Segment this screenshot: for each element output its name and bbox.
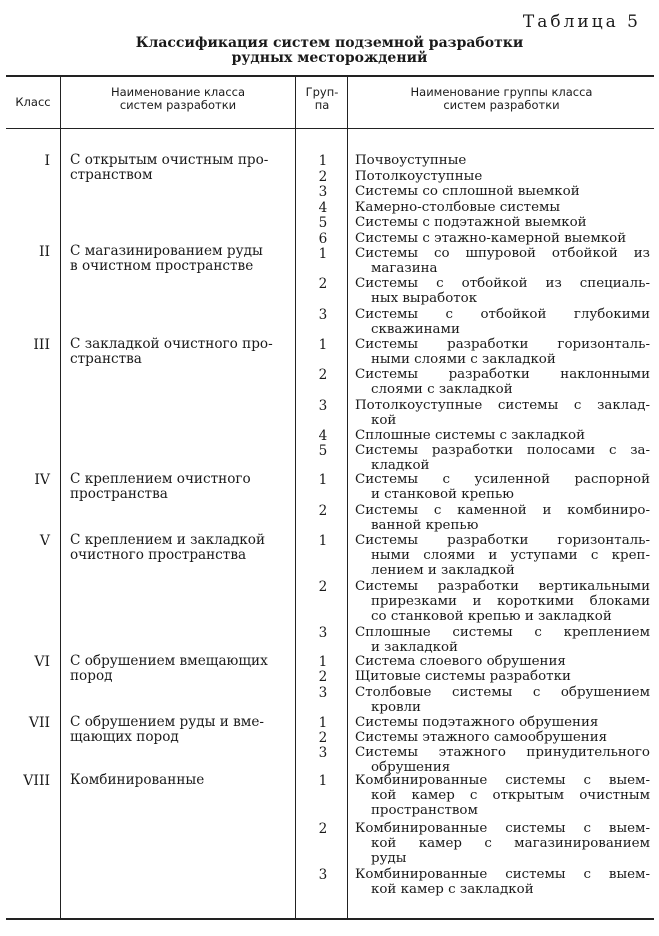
group-name <box>355 503 650 533</box>
group-name-line: кладкой <box>371 458 430 474</box>
header-class-name <box>62 86 294 112</box>
group-name <box>355 867 650 897</box>
column-divider-group <box>347 77 348 918</box>
group-name <box>355 169 650 184</box>
group-number: 2 <box>318 276 328 292</box>
group-name <box>355 276 650 306</box>
group-name-line: Системы с каменной и комбиниро- <box>355 503 650 518</box>
group-name <box>355 443 650 473</box>
group-name-line: Системы разработки горизонталь- <box>355 337 650 352</box>
group-name <box>355 200 650 215</box>
group-number: 2 <box>318 367 328 383</box>
header-group-name-line1: Наименование группы класса <box>410 85 593 99</box>
group-name-line: обрушения <box>371 760 451 776</box>
group-number: 5 <box>318 215 328 231</box>
header-class-name-line1: Наименование класса <box>110 85 246 99</box>
class-numeral: III <box>33 337 50 353</box>
group-name-line: Потолкоуступные <box>355 169 483 184</box>
group-name <box>355 773 650 819</box>
top-rule <box>6 75 654 77</box>
header-group-line2: па <box>314 98 330 112</box>
column-divider-class <box>60 77 61 918</box>
group-name-line: со станковой крепью и закладкой <box>371 609 612 625</box>
header-group-name-line2: систем разработки <box>443 98 560 112</box>
class-name-line: С обрушением руды и вме- <box>70 714 264 730</box>
group-number: 1 <box>318 246 328 262</box>
group-name-line: Комбинированные системы с выем- <box>355 867 650 882</box>
group-number: 2 <box>318 579 328 595</box>
class-name-line: щающих пород <box>70 729 179 746</box>
group-name-line: ными слоями и уступами с креп- <box>371 548 650 564</box>
class-name-line: странства <box>70 351 142 368</box>
group-name-line: Сплошные системы с креплением <box>355 625 650 640</box>
group-name-line: Системы с подэтажной выемкой <box>355 215 587 230</box>
class-name-line: С обрушением вмещающих <box>70 653 268 669</box>
table-title-line2: рудных месторождений <box>231 50 428 66</box>
group-name-line: ванной крепью <box>371 518 479 534</box>
group-name-line: Системы с отбойкой глубокими <box>355 307 650 322</box>
group-name <box>355 745 650 775</box>
group-name <box>355 215 650 230</box>
group-number: 2 <box>318 669 328 685</box>
group-name-line: Системы разработки горизонталь- <box>355 533 650 548</box>
class-name-line: С открытым очистным про- <box>70 152 269 168</box>
group-number: 3 <box>318 184 328 200</box>
table-title-line1: Классификация систем подземной разработки <box>135 35 524 51</box>
class-numeral: VI <box>34 654 50 670</box>
group-number: 1 <box>318 472 328 488</box>
class-numeral: II <box>38 244 50 260</box>
group-number: 3 <box>318 398 328 414</box>
group-number: 2 <box>318 503 328 519</box>
class-numeral: VII <box>28 715 50 731</box>
group-name-line: скважинами <box>371 322 460 338</box>
class-name <box>70 153 290 184</box>
group-name <box>355 821 650 867</box>
class-name <box>70 244 290 275</box>
group-name <box>355 398 650 428</box>
class-name-line: С магазинированием руды <box>70 243 263 259</box>
group-name-line: кой камер с закладкой <box>371 882 534 898</box>
class-name <box>70 773 290 788</box>
class-name-line: в очистном пространстве <box>70 258 254 275</box>
group-number: 1 <box>318 533 328 549</box>
group-number: 5 <box>318 443 328 459</box>
class-name-line: очистного пространства <box>70 547 247 564</box>
group-name <box>355 472 650 502</box>
group-name-line: Комбинированные системы с выем- <box>355 773 650 788</box>
class-name <box>70 654 290 685</box>
class-numeral: V <box>39 533 50 549</box>
group-number: 2 <box>318 821 328 837</box>
class-name <box>70 337 290 368</box>
group-number: 1 <box>318 773 328 789</box>
group-name-line: лением и закладкой <box>371 563 515 579</box>
group-number: 4 <box>318 200 328 216</box>
group-name <box>355 579 650 625</box>
group-name <box>355 367 650 397</box>
group-name-line: и станковой крепью <box>371 487 514 503</box>
header-group-line1: Груп- <box>305 85 339 99</box>
group-name-line: кой камер с открытым очистным <box>371 788 650 804</box>
class-numeral: IV <box>34 472 50 488</box>
table-number: Таблица 5 <box>522 12 641 32</box>
group-name-line: руды <box>371 851 407 867</box>
header-rule <box>6 128 654 129</box>
class-name-line: С креплением очистного <box>70 471 251 487</box>
group-number: 4 <box>318 428 328 444</box>
group-name-line: Системы этажного самообрушения <box>355 730 608 745</box>
group-name <box>355 231 650 246</box>
group-name <box>355 153 650 168</box>
group-number: 1 <box>318 654 328 670</box>
group-name-line: Потолкоуступные системы с заклад- <box>355 398 650 413</box>
group-name-line: Системы с усиленной распорной <box>355 472 650 487</box>
group-name <box>355 184 650 199</box>
group-number: 6 <box>318 231 328 247</box>
group-name-line: Системы этажного принудительного <box>355 745 650 760</box>
group-name <box>355 337 650 367</box>
class-name-line: странством <box>70 167 153 184</box>
group-name <box>355 730 650 745</box>
group-number: 3 <box>318 625 328 641</box>
group-name-line: магазина <box>371 261 438 277</box>
group-name-line: Сплошные системы с закладкой <box>355 428 586 443</box>
group-number: 1 <box>318 715 328 731</box>
group-name-line: Системы разработки наклонными <box>355 367 650 382</box>
group-name-line: кровли <box>371 700 421 716</box>
group-name-line: и закладкой <box>371 640 458 656</box>
group-name-line: Столбовые системы с обрушением <box>355 685 650 700</box>
group-name-line: кой <box>371 413 397 429</box>
class-name <box>70 472 290 503</box>
group-number: 3 <box>318 307 328 323</box>
group-name-line: ными слоями с закладкой <box>371 352 556 368</box>
group-name-line: ных выработок <box>371 291 478 307</box>
group-name-line: Системы со сплошной выемкой <box>355 184 580 199</box>
group-number: 2 <box>318 730 328 746</box>
group-number: 1 <box>318 153 328 169</box>
group-name-line: Системы со шпуровой отбойкой из <box>355 246 650 261</box>
group-number: 2 <box>318 169 328 185</box>
group-name <box>355 246 650 276</box>
class-name <box>70 533 290 564</box>
class-numeral: VIII <box>23 773 50 789</box>
group-number: 3 <box>318 745 328 761</box>
class-name <box>70 715 290 746</box>
group-name-line: Системы с отбойкой из специаль- <box>355 276 650 291</box>
class-name-line: пространства <box>70 486 168 503</box>
group-name-line: Щитовые системы разработки <box>355 669 571 684</box>
group-number: 3 <box>318 685 328 701</box>
group-name-line: Система слоевого обрушения <box>355 654 566 669</box>
group-name-line: Камерно-столбовые системы <box>355 200 561 215</box>
group-name-line: кой камер с магазинированием <box>371 836 650 852</box>
group-number: 1 <box>318 337 328 353</box>
group-name-line: Системы с этажно-камерной выемкой <box>355 231 627 246</box>
group-name-line: Системы подэтажного обрушения <box>355 715 599 730</box>
group-number: 3 <box>318 867 328 883</box>
bottom-rule <box>6 918 654 920</box>
header-class: Класс <box>15 95 51 109</box>
column-divider-classname <box>295 77 296 918</box>
class-name-line: Комбинированные <box>70 772 205 788</box>
class-name-line: С креплением и закладкой <box>70 532 266 548</box>
group-name-line: слоями с закладкой <box>371 382 513 398</box>
group-name <box>355 685 650 715</box>
group-name <box>355 428 650 443</box>
group-name <box>355 533 650 579</box>
header-group <box>297 86 347 112</box>
group-name <box>355 654 650 669</box>
group-name-line: Системы разработки вертикальными <box>355 579 650 594</box>
group-name-line: Почвоуступные <box>355 153 467 168</box>
class-name-line: пород <box>70 668 113 685</box>
group-name <box>355 307 650 337</box>
group-name-line: прирезками и короткими блоками <box>371 594 650 610</box>
group-name <box>355 715 650 730</box>
header-class-name-line2: систем разработки <box>119 98 237 112</box>
group-name <box>355 669 650 684</box>
header-group-name <box>349 86 654 112</box>
class-numeral: I <box>44 153 50 169</box>
group-name-line: пространством <box>371 803 478 819</box>
class-name-line: С закладкой очистного про- <box>70 336 273 352</box>
group-name <box>355 625 650 655</box>
group-name-line: Комбинированные системы с выем- <box>355 821 650 836</box>
group-name-line: Системы разработки полосами с за- <box>355 443 650 458</box>
